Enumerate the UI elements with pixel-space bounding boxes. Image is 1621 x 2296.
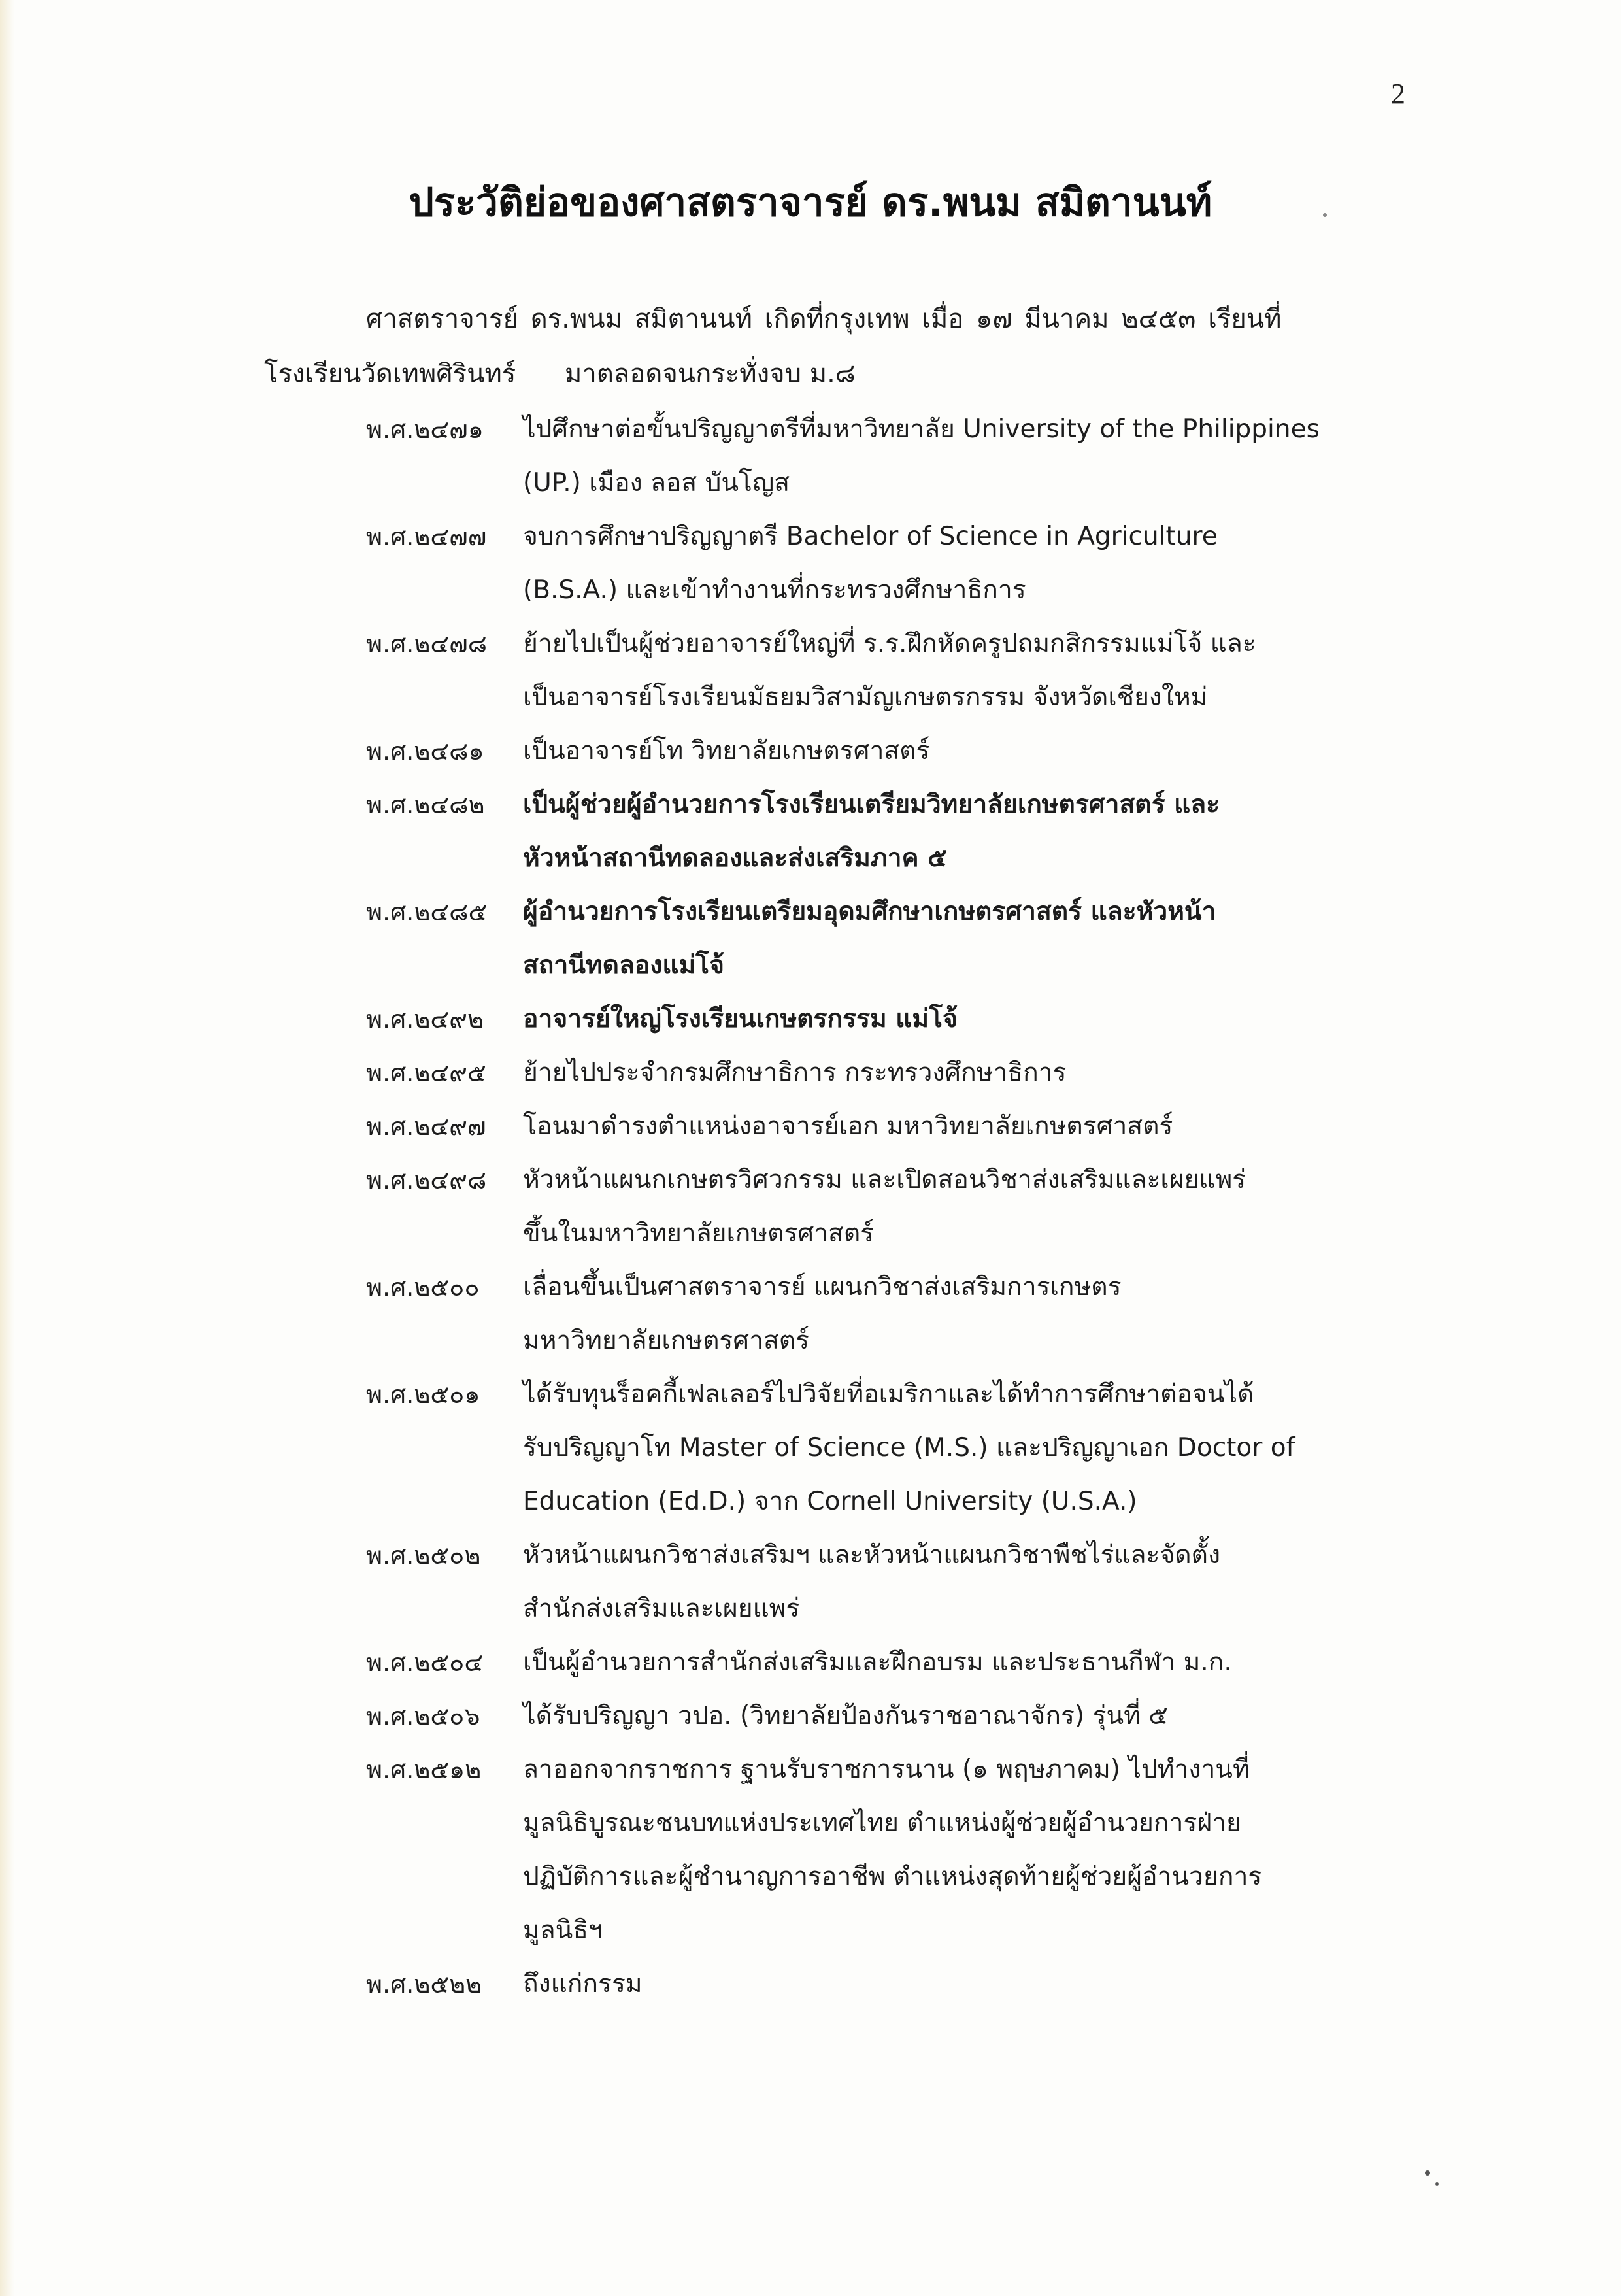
biography-timeline <box>0 403 1621 2011</box>
timeline-year: พ.ศ.๒๔๘๒ <box>366 790 485 819</box>
timeline-year: พ.ศ.๒๕๐๔ <box>366 1648 484 1677</box>
timeline-description <box>523 1528 1399 1636</box>
timeline-year: พ.ศ.๒๔๙๘ <box>366 1166 487 1194</box>
timeline-description <box>523 1957 1399 2011</box>
timeline-description-line: ได้รับทุนร็อคกี้เฟลเลอร์ไปวิจัยที่อเมริกาและได้ทำการศึกษาต่อจนได้ <box>523 1379 1254 1409</box>
scan-speck <box>1425 2170 1430 2176</box>
scan-speck <box>1435 2182 1439 2186</box>
timeline-description-line: ถึงแก่กรรม <box>523 1969 643 1999</box>
timeline-description-line: เป็นอาจารย์โท วิทยาลัยเกษตรศาสตร์ <box>523 736 930 766</box>
timeline-description-line: รับปริญญาโท Master of Science (M.S.) และปริญญาเอก Doctor of <box>523 1433 1295 1462</box>
timeline-description-line: หัวหน้าแผนกวิชาส่งเสริมฯ และหัวหน้าแผนกวิชาพืชไร่และจัดตั้ง <box>523 1540 1220 1570</box>
timeline-year: พ.ศ.๒๔๗๑ <box>366 415 484 444</box>
timeline-year: พ.ศ.๒๔๙๕ <box>366 1058 486 1087</box>
timeline-entry <box>0 885 1621 992</box>
timeline-description-line: มูลนิธิฯ <box>523 1916 603 1945</box>
timeline-description-line: สถานีทดลองแม่โจ้ <box>523 951 725 980</box>
page-title: ประวัติย่อของศาสตราจารย์ ดร.พนม สมิตานนท์ <box>409 180 1212 226</box>
timeline-description-line: มหาวิทยาลัยเกษตรศาสตร์ <box>523 1326 810 1355</box>
timeline-description-line: เป็นผู้ช่วยผู้อำนวยการโรงเรียนเตรียมวิทยาลัยเกษตรศาสตร์ และ <box>523 790 1220 819</box>
timeline-description-line: ได้รับปริญญา วปอ. (วิทยาลัยป้องกันราชอาณาจักร) รุ่นที่ ๕ <box>523 1701 1168 1730</box>
timeline-description-line: ย้ายไปเป็นผู้ช่วยอาจารย์ใหญ่ที่ ร.ร.ฝึกหัดครูปถมกสิกรรมแม่โจ้ และ <box>523 629 1256 658</box>
timeline-year: พ.ศ.๒๔๙๒ <box>366 1005 484 1034</box>
timeline-description-line: อาจารย์ใหญ่โรงเรียนเกษตรกรรม แม่โจ้ <box>523 1004 958 1034</box>
timeline-year: พ.ศ.๒๕๐๑ <box>366 1380 480 1409</box>
timeline-entry <box>0 1260 1621 1368</box>
timeline-description <box>523 1100 1399 1153</box>
timeline-description <box>523 724 1399 778</box>
timeline-entry <box>0 1046 1621 1100</box>
timeline-description <box>523 778 1399 885</box>
timeline-description-line: หัวหน้าแผนกเกษตรวิศวกรรม และเปิดสอนวิชาส่งเสริมและเผยแพร่ <box>523 1165 1246 1194</box>
scan-speck <box>1323 213 1327 217</box>
timeline-year: พ.ศ.๒๕๐๖ <box>366 1702 480 1730</box>
timeline-description-line: หัวหน้าสถานีทดลองและส่งเสริมภาค ๕ <box>523 843 947 873</box>
timeline-description-line: Education (Ed.D.) จาก Cornell University (U.S.A.) <box>523 1487 1137 1516</box>
timeline-year: พ.ศ.๒๔๘๑ <box>366 737 484 766</box>
timeline-year: พ.ศ.๒๕๐๒ <box>366 1541 481 1570</box>
timeline-year: พ.ศ.๒๕๒๒ <box>366 1970 482 1999</box>
timeline-entry <box>0 1368 1621 1528</box>
timeline-description <box>523 1260 1399 1368</box>
timeline-description-line: ไปศึกษาต่อขั้นปริญญาตรีที่มหาวิทยาลัย University of the Philippines <box>523 414 1320 444</box>
timeline-description-line: เลื่อนขึ้นเป็นศาสตราจารย์ แผนกวิชาส่งเสริมการเกษตร <box>523 1272 1122 1302</box>
timeline-entry <box>0 1528 1621 1636</box>
timeline-description-line: เป็นผู้อำนวยการสำนักส่งเสริมและฝึกอบรม และประธานกีฬา ม.ก. <box>523 1647 1232 1677</box>
timeline-description-line: ขึ้นในมหาวิทยาลัยเกษตรศาสตร์ <box>523 1219 875 1248</box>
timeline-description <box>523 1368 1399 1528</box>
timeline-year: พ.ศ.๒๔๘๕ <box>366 898 488 926</box>
timeline-year: พ.ศ.๒๔๙๗ <box>366 1112 486 1141</box>
intro-line-2-rest: มาตลอดจนกระทั่งจบ ม.๘ <box>565 359 856 389</box>
timeline-year: พ.ศ.๒๔๗๘ <box>366 630 488 658</box>
timeline-entry <box>0 1689 1621 1743</box>
timeline-description-line: เป็นอาจารย์โรงเรียนมัธยมวิสามัญเกษตรกรรม จังหวัดเชียงใหม่ <box>523 683 1208 712</box>
timeline-entry <box>0 1957 1621 2011</box>
timeline-description-line: โอนมาดำรงตำแหน่งอาจารย์เอก มหาวิทยาลัยเกษตรศาสตร์ <box>523 1111 1173 1141</box>
timeline-description-line: ย้ายไปประจำกรมศึกษาธิการ กระทรวงศึกษาธิการ <box>523 1058 1067 1087</box>
timeline-entry <box>0 1100 1621 1153</box>
timeline-description-line: (UP.) เมือง ลอส บันโญส <box>523 468 790 498</box>
timeline-description-line: มูลนิธิบูรณะชนบทแห่งประเทศไทย ตำแหน่งผู้ช่วยผู้อำนวยการฝ่าย <box>523 1808 1241 1838</box>
timeline-description <box>523 1046 1399 1100</box>
timeline-entry <box>0 1153 1621 1260</box>
timeline-year: พ.ศ.๒๔๗๗ <box>366 522 487 551</box>
timeline-description <box>523 992 1399 1046</box>
intro-line-2 <box>264 346 1401 401</box>
page-number: 2 <box>1391 78 1405 110</box>
timeline-description <box>523 1636 1399 1689</box>
timeline-description-line: ลาออกจากราชการ ฐานรับราชการนาน (๑ พฤษภาคม) ไปทำงานที่ <box>523 1755 1250 1784</box>
timeline-description <box>523 403 1399 510</box>
intro-school-name: โรงเรียนวัดเทพศิรินทร์ <box>264 359 516 389</box>
timeline-entry <box>0 1743 1621 1957</box>
timeline-year: พ.ศ.๒๕๑๒ <box>366 1755 482 1784</box>
timeline-description <box>523 1689 1399 1743</box>
intro-line-1: ศาสตราจารย์ ดร.พนม สมิตานนท์ เกิดที่กรุงเทพ เมื่อ ๑๗ มีนาคม ๒๔๕๓ เรียนที่ <box>366 304 1282 334</box>
timeline-description-line: ผู้อำนวยการโรงเรียนเตรียมอุดมศึกษาเกษตรศาสตร์ และหัวหน้า <box>523 897 1216 926</box>
timeline-description <box>523 1743 1399 1957</box>
timeline-description <box>523 885 1399 992</box>
timeline-description-line: สำนักส่งเสริมและเผยแพร่ <box>523 1594 800 1623</box>
timeline-year: พ.ศ.๒๕๐๐ <box>366 1273 480 1302</box>
timeline-entry <box>0 778 1621 885</box>
timeline-description <box>523 510 1399 617</box>
timeline-description <box>523 617 1399 724</box>
timeline-entry <box>0 1636 1621 1689</box>
timeline-description <box>523 1153 1399 1260</box>
timeline-entry <box>0 510 1621 617</box>
timeline-description-line: ปฏิบัติการและผู้ชำนาญการอาชีพ ตำแหน่งสุดท้ายผู้ช่วยผู้อำนวยการ <box>523 1862 1262 1891</box>
timeline-entry <box>0 992 1621 1046</box>
timeline-description-line: จบการศึกษาปริญญาตรี Bachelor of Science in Agriculture <box>523 522 1218 551</box>
timeline-entry <box>0 403 1621 510</box>
timeline-description-line: (B.S.A.) และเข้าทำงานที่กระทรวงศึกษาธิการ <box>523 575 1026 605</box>
timeline-entry <box>0 617 1621 724</box>
timeline-entry <box>0 724 1621 778</box>
